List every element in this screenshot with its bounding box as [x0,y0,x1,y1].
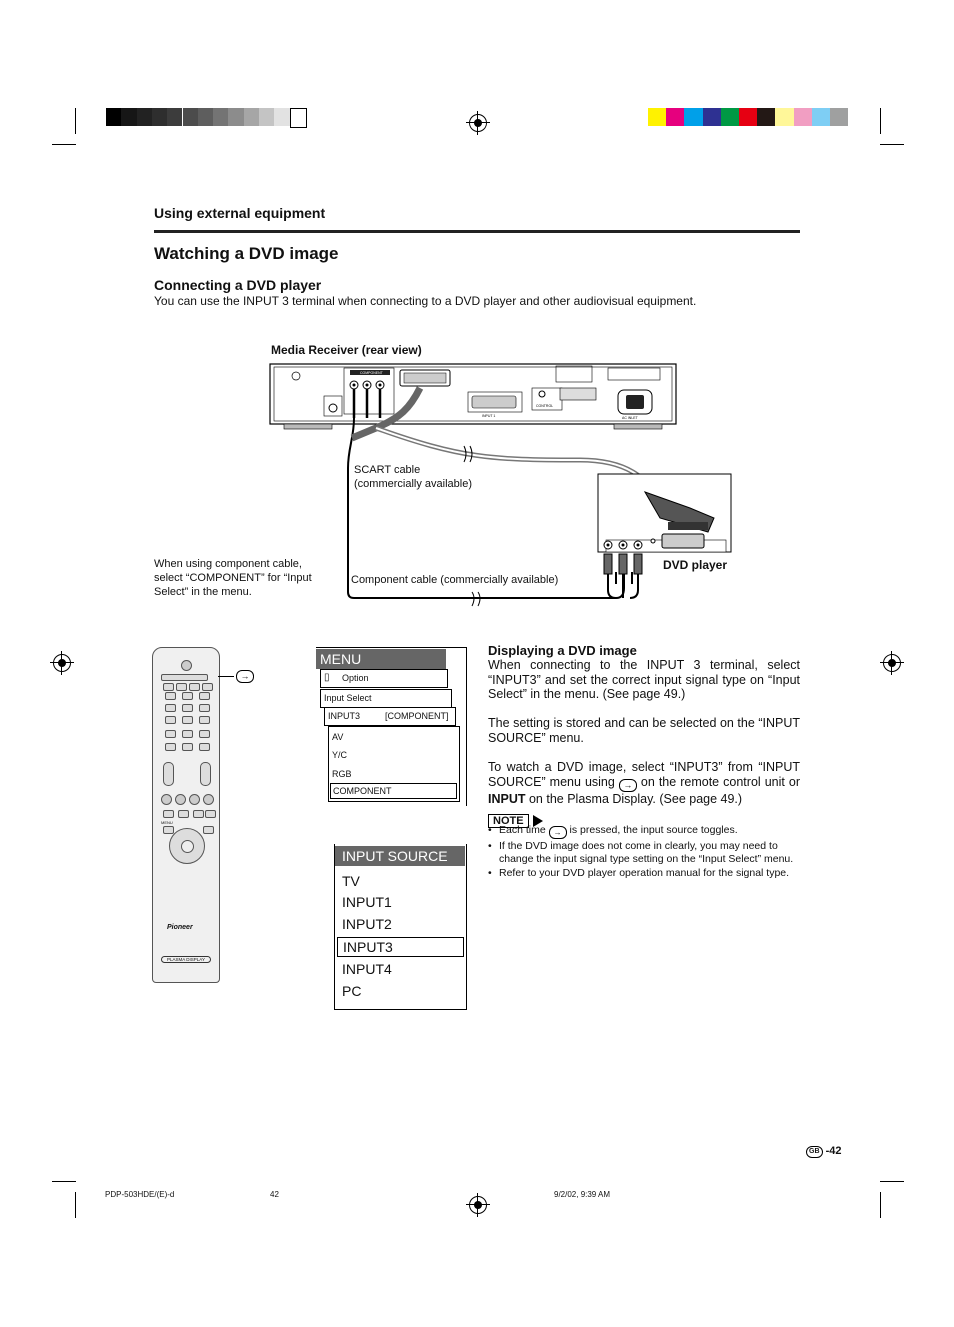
menu-header: MENU [316,649,446,669]
note-label: NOTE [488,814,529,828]
crop-mark [52,144,76,145]
source-input3[interactable]: INPUT3 [337,937,464,957]
section-rule [154,230,800,233]
signal-type-av[interactable]: AV [332,732,344,742]
remote-button[interactable] [205,810,216,818]
input1-panel-text: INPUT 1 [482,414,496,418]
connecting-intro: You can use the INPUT 3 terminal when connecting to a DVD player and other audiovisual equipment. [154,294,697,308]
signal-type-yc[interactable]: Y/C [332,750,348,760]
note-item: • If the DVD image does not come in clearly, you may need to change the input signal type setting on the “Input Select” menu. [488,840,800,866]
side-note-line2: select “COMPONENT” for “Input [154,572,312,584]
menu-button[interactable] [163,826,174,834]
volume-rocker[interactable] [200,762,211,786]
remote-button[interactable] [182,743,193,751]
crop-mark [880,108,881,134]
gray-swatch [290,108,307,128]
number-button[interactable] [199,692,210,700]
note-item: • Refer to your DVD player operation manual for the signal type. [488,867,800,880]
remote-button[interactable] [163,683,174,691]
note-item [488,824,800,839]
crop-mark [75,108,76,134]
remote-label: PLASMA DISPLAY [161,956,211,963]
footer-file: PDP-503HDE/(E)-d [105,1190,175,1199]
gray-swatch [121,108,136,126]
page-number-area [806,1145,841,1158]
signal-type-component[interactable]: COMPONENT [330,783,457,799]
number-button[interactable] [199,704,210,712]
component-side-note [154,557,312,599]
dvd-player-label: DVD player [663,558,728,572]
source-input4[interactable]: INPUT4 [342,961,392,977]
gray-swatch [213,108,228,126]
channel-rocker[interactable] [163,762,174,786]
remote-menu-text: MENU [161,820,173,825]
remote-button[interactable] [165,743,176,751]
gray-swatch [183,108,198,126]
language-badge: GB [806,1146,823,1158]
section-header: Using external equipment [154,205,326,221]
number-button[interactable] [199,730,210,738]
component-panel-text: COMPONENT [360,371,383,375]
number-button[interactable] [182,692,193,700]
remote-button[interactable] [193,810,204,818]
gray-swatch [167,108,182,126]
number-button[interactable] [165,704,176,712]
color-swatch [794,108,812,126]
input-key-callout [218,676,234,677]
signal-type-list [328,726,460,802]
page-title: Watching a DVD image [154,244,339,263]
crop-mark [75,1192,76,1218]
color-swatch [703,108,721,126]
crop-mark [52,1181,76,1182]
control-panel-text: CONTROL [536,404,554,408]
scart-label-line2: (commercially available) [354,478,472,490]
remote-button[interactable] [176,683,187,691]
registration-mark [883,654,901,672]
displaying-p3-part3: on the Plasma Display. (See page 49.) [528,791,743,806]
number-button[interactable] [165,716,176,724]
displaying-p2: The setting is stored and can be selected on the “INPUT SOURCE” menu. [488,716,800,745]
color-swatch [739,108,757,126]
gray-swatch [274,108,289,126]
input-select-label: Input Select [324,693,372,703]
color-button[interactable] [175,794,186,805]
displaying-p3 [488,760,800,806]
input-button-name: INPUT [488,791,526,806]
displaying-heading: Displaying a DVD image [488,643,637,658]
remote-button[interactable] [163,810,174,818]
input-source-header: INPUT SOURCE [335,846,465,866]
color-button[interactable] [161,794,172,805]
remote-button[interactable] [202,683,213,691]
crop-mark [880,1192,881,1218]
note-list [488,824,800,881]
connecting-heading: Connecting a DVD player [154,277,322,293]
color-button[interactable] [189,794,200,805]
color-swatch [648,108,666,126]
footer-date: 9/2/02, 9:39 AM [554,1190,611,1199]
crop-mark [880,144,904,145]
input-select-row[interactable] [320,689,452,708]
color-swatch [757,108,775,126]
page-number: -42 [825,1145,842,1157]
ac-inlet-text: AC INLET [622,416,638,420]
registration-mark [53,654,71,672]
displaying-p1: When connecting to the INPUT 3 terminal, select “INPUT3” and set the correct input signal type on “Input Select” in the menu. (See page 49.) [488,658,800,701]
option-icon: ▯ [324,672,330,683]
color-swatch [666,108,684,126]
color-swatch [775,108,793,126]
number-button[interactable] [182,716,193,724]
gray-swatch [137,108,152,126]
source-input1[interactable]: INPUT1 [342,894,392,910]
input-key-icon: → [619,779,637,792]
number-button[interactable] [165,692,176,700]
gray-swatch [244,108,259,126]
power-button[interactable] [181,660,192,671]
input-source-list [335,868,465,1008]
source-pc[interactable]: PC [342,983,362,999]
displaying-p3-part1: To watch a DVD image, select “INPUT3” from “INPUT SOURCE” menu using [488,760,800,789]
signal-type-rgb[interactable]: RGB [332,769,352,779]
media-receiver [270,364,676,424]
scart-label-line1: SCART cable [354,464,421,476]
receiver-label: Media Receiver (rear view) [271,343,422,357]
number-button[interactable] [182,730,193,738]
input-key-icon: → [549,826,567,839]
color-swatch [830,108,848,126]
remote-button[interactable] [199,743,210,751]
registration-mark [469,114,487,132]
side-note-line1: When using component cable, [154,558,302,570]
input-key-icon: → [236,670,254,683]
scart-label [354,463,472,491]
color-button[interactable] [203,794,214,805]
ok-button[interactable] [181,840,194,853]
pioneer-logo: Pioneer [167,924,193,931]
registration-mark [469,1196,487,1214]
return-button[interactable] [203,826,214,834]
direction-pad[interactable] [169,828,205,864]
number-button[interactable] [165,730,176,738]
remote-button[interactable] [189,683,200,691]
input3-value: [COMPONENT] [385,711,449,721]
number-button[interactable] [199,716,210,724]
gray-swatch [228,108,243,126]
input3-label: INPUT3 [328,711,361,721]
note-item1-part2: is pressed, the input source toggles. [569,824,738,836]
color-swatch [684,108,702,126]
component-cable-label: Component cable (commercially available) [351,574,559,586]
input3-row[interactable] [324,707,456,726]
side-note-line3: Select” in the menu. [154,586,252,598]
gray-swatch [259,108,274,126]
color-swatch [721,108,739,126]
source-tv[interactable]: TV [342,873,360,889]
source-input2[interactable]: INPUT2 [342,916,392,932]
option-row[interactable] [320,669,448,688]
color-swatch [812,108,830,126]
gray-swatch [198,108,213,126]
input-button[interactable] [161,674,208,681]
displaying-p3-part2: on the remote control unit or [640,774,800,789]
footer-page: 42 [270,1190,279,1199]
option-label: Option [342,673,369,683]
note-item1-part1: Each time [499,824,546,836]
remote-button[interactable] [178,810,189,818]
number-button[interactable] [182,704,193,712]
gray-swatch [106,108,121,126]
gray-swatch [152,108,167,126]
crop-mark [880,1181,904,1182]
remote-control [152,647,220,983]
